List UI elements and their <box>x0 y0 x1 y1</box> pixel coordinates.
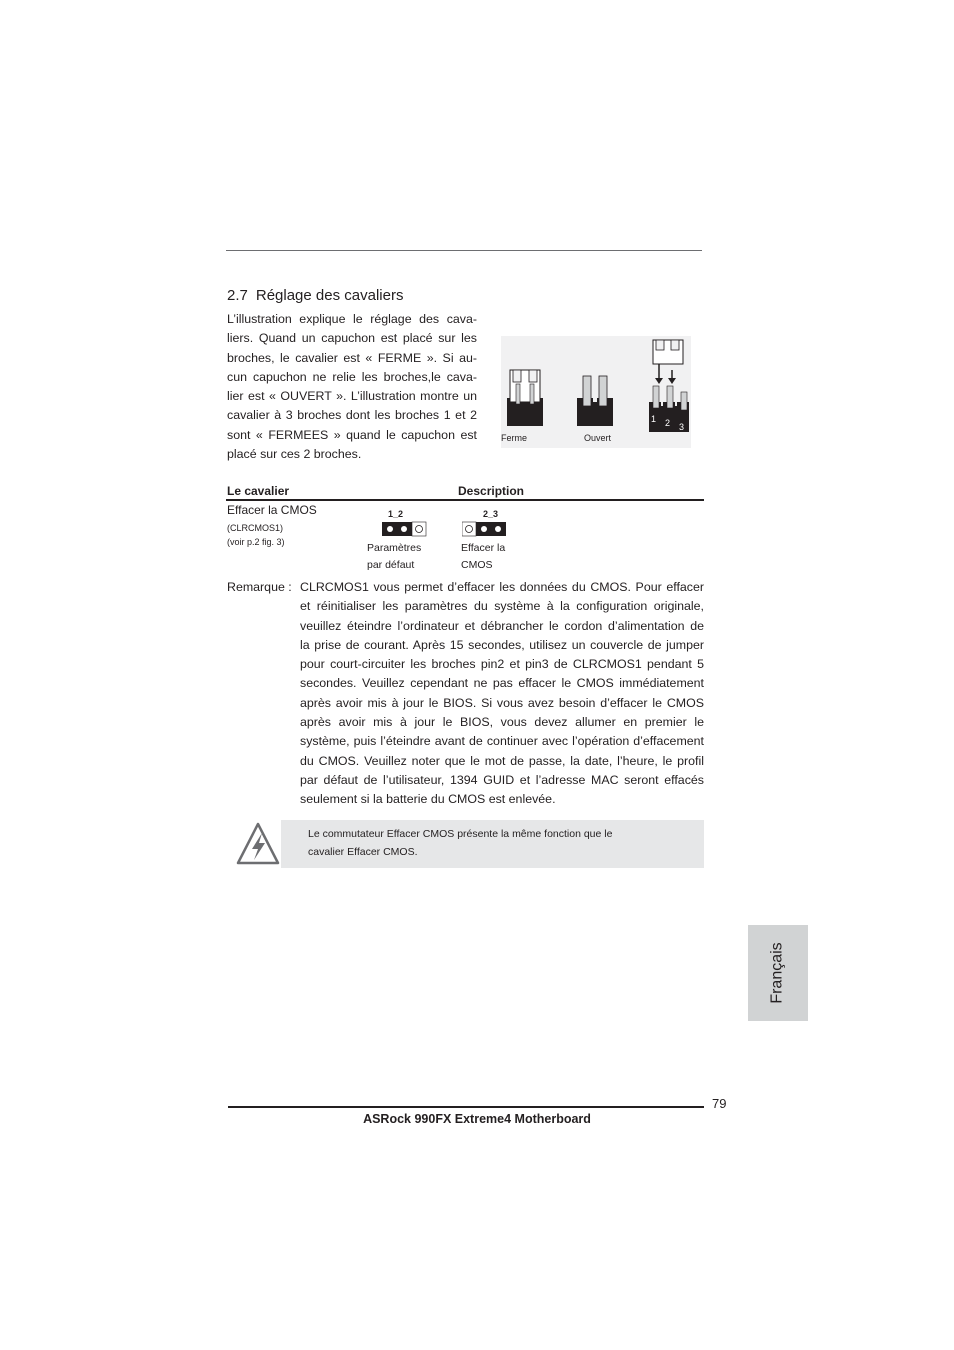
intro-line: broches, le cavalier est « FERME ». Si au- <box>227 350 477 365</box>
setting-clear-pins: 2_3 <box>483 509 499 519</box>
intro-line: L’illustration explique le réglage des cava- <box>227 312 477 326</box>
callout-line: cavalier Effacer CMOS. <box>308 846 418 858</box>
intro-line: cavalier à 3 broches dont les broches 1 et 2 <box>227 408 477 423</box>
footer-rule <box>228 1106 704 1108</box>
note-line: par défaut de l’utilisateur, 1394 GUID et l’adresse MAC seront effacés <box>300 772 704 787</box>
closed-jumper-graphic <box>507 370 543 426</box>
section-number: 2.7 <box>227 287 248 304</box>
note-line: secondes. Veuillez cependant ne pas effacer le CMOS immédiatement <box>300 676 704 691</box>
note-paragraph <box>300 578 704 810</box>
note-line: et réinitialiser les paramètres du système à la configuration originale, <box>300 599 704 614</box>
top-divider <box>226 250 702 251</box>
language-tab-label-wrap <box>748 925 808 1021</box>
label-open: Ouvert <box>584 433 612 443</box>
callout-text <box>308 825 688 861</box>
table-header-rule <box>226 499 704 501</box>
setting-clear-line2: CMOS <box>461 559 493 571</box>
note-line: CLRCMOS1 vous permet d’effacer les données du CMOS. Pour effacer <box>300 580 704 594</box>
pin-header-default-icon <box>382 521 428 537</box>
label-closed: Ferme <box>501 433 528 443</box>
column-header-description: Description <box>458 484 525 498</box>
note-line: du CMOS. Veuillez noter que le mot de passe, la date, l’heure, le profil <box>300 753 704 768</box>
intro-line: cun capuchon ne relie les broches,le cava- <box>227 369 477 384</box>
intro-line: sont « FERMEES » quand le capuchon est <box>227 427 477 442</box>
pin-number-3: 3 <box>679 422 685 432</box>
note-line: veuillez éteindre l’ordinateur et débrancher le cordon d’alimentation de <box>300 618 704 633</box>
jumper-illustration <box>501 336 691 448</box>
page-number: 79 <box>712 1096 727 1111</box>
open-jumper-graphic <box>577 376 613 426</box>
callout-line: Le commutateur Effacer CMOS présente la même fonction que le <box>308 828 613 840</box>
warning-lightning-icon <box>235 821 281 867</box>
setting-default-line2: par défaut <box>367 559 415 571</box>
pin-header-clear-icon <box>462 521 508 537</box>
section-heading <box>227 287 403 304</box>
note-line: seulement si la batterie du CMOS est enlevée. <box>300 792 556 807</box>
language-tab-label: Français <box>769 942 787 1004</box>
note-line: la prise de courant. Après 15 secondes, utilisez un couvercle de jumper <box>300 637 704 652</box>
note-line: système, puis l’éteindre avant de continuer avec l’opération d’effacement <box>300 734 704 749</box>
setting-default-line1: Paramètres <box>367 542 422 554</box>
jumper-drawing <box>501 336 691 448</box>
three-pin-jumper-graphic <box>649 340 689 432</box>
pin-number-1: 1 <box>651 414 657 424</box>
jumper-name: Effacer la CMOS <box>227 503 317 517</box>
note-line: après avoir mis à jour le BIOS, vous devez allumer en premier le <box>300 715 704 730</box>
intro-paragraph <box>227 310 477 464</box>
section-title: Réglage des cavaliers <box>255 287 404 304</box>
setting-default-pins: 1_2 <box>388 509 404 519</box>
footer-product: ASRock 990FX Extreme4 Motherboard <box>363 1112 591 1126</box>
column-header-jumper: Le cavalier <box>227 484 290 498</box>
setting-clear-line1: Effacer la <box>461 542 506 554</box>
intro-line: liers. Quand un capuchon est placé sur les <box>227 331 477 346</box>
jumper-reference: (voir p.2 fig. 3) <box>227 537 285 547</box>
intro-line: lier est « OUVERT ». L’illustration montre un <box>227 389 477 404</box>
note-line: après avoir mis à jour le BIOS. Si vous avez besoin d’effacer le CMOS <box>300 695 704 710</box>
pin-number-2: 2 <box>665 418 671 428</box>
note-label: Remarque : <box>227 580 292 594</box>
intro-line: placé sur ces 2 broches. <box>227 447 362 462</box>
note-line: pour court-circuiter les broches pin2 et pin3 de CLRCMOS1 pendant 5 <box>300 657 704 672</box>
jumper-id: (CLRCMOS1) <box>227 523 284 533</box>
